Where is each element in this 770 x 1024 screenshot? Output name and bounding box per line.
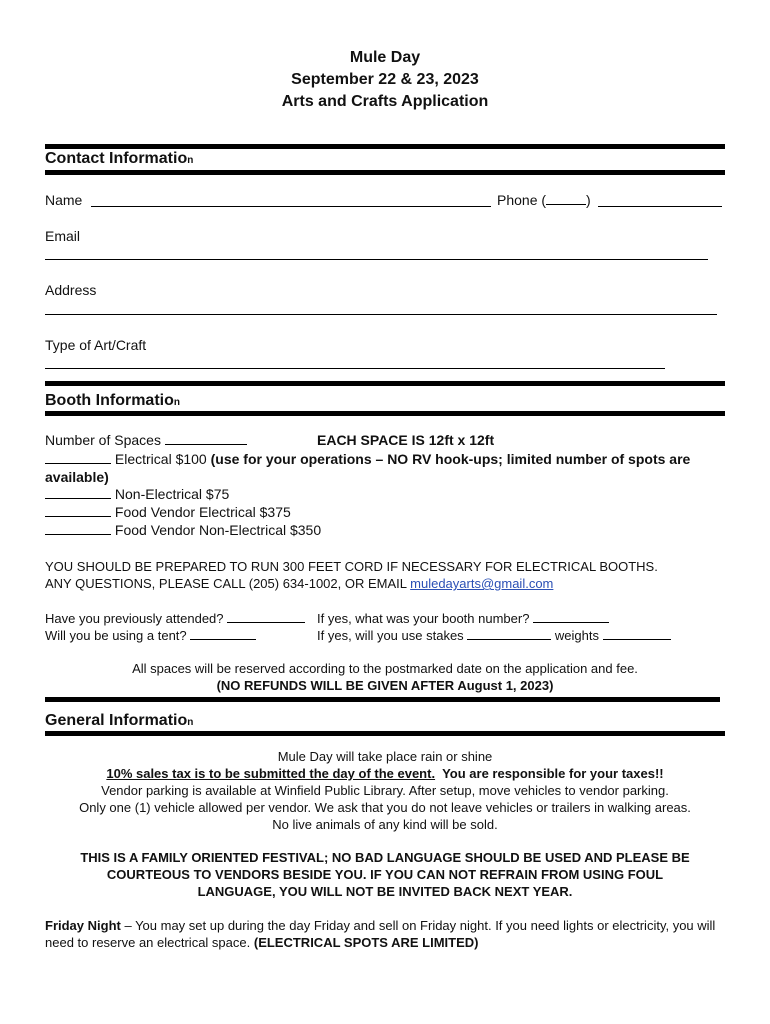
family-notice-line-3: LANGUAGE, YOU WILL NOT BE INVITED BACK NEXT YEAR. [197, 884, 573, 899]
option-food-electrical-field[interactable] [45, 504, 111, 517]
stakes-field[interactable] [467, 627, 551, 640]
parking-line: Vendor parking is available at Winfield Public Library. After setup, move vehicles to vendor parking. [101, 783, 669, 798]
section-rule-bottom [45, 170, 725, 175]
tax-line: 10% sales tax is to be submitted the day of the event. You are responsible for your taxes!! [106, 766, 664, 781]
type-of-craft-field[interactable] [45, 368, 665, 369]
attended-field[interactable] [227, 610, 305, 623]
tent-field[interactable] [190, 627, 256, 640]
title-line-1: Mule Day [349, 49, 421, 66]
title-line-3: Arts and Crafts Application [281, 93, 489, 110]
general-heading: General Information [45, 712, 194, 729]
title-line-2: September 22 & 23, 2023 [291, 71, 479, 88]
rain-line: Mule Day will take place rain or shine [277, 749, 493, 764]
section-rule-top [45, 381, 725, 386]
family-notice-line-1: THIS IS A FAMILY ORIENTED FESTIVAL; NO BAD LANGUAGE SHOULD BE USED AND PLEASE BE [80, 850, 690, 865]
email-field[interactable] [45, 259, 708, 260]
option-food-non-electrical: Food Vendor Non-Electrical $350 [45, 522, 321, 538]
refund-note: (NO REFUNDS WILL BE GIVEN AFTER August 1, 2023) [216, 678, 554, 693]
address-field[interactable] [45, 314, 717, 315]
contact-heading: Contact Information [45, 150, 194, 167]
phone-area-code-field[interactable] [546, 192, 586, 205]
name-field[interactable] [91, 206, 491, 207]
animals-line: No live animals of any kind will be sold. [272, 817, 498, 832]
stakes-question: If yes, will you use stakes weights [317, 627, 671, 643]
spaces-field[interactable] [165, 432, 247, 445]
email-link[interactable]: muledayarts@gmail.com [410, 576, 554, 591]
phone-label: Phone ( ) [497, 192, 591, 208]
section-rule-top [45, 697, 720, 702]
cord-notice: YOU SHOULD BE PREPARED TO RUN 300 FEET CORD IF NECESSARY FOR ELECTRICAL BOOTHS. [45, 559, 658, 574]
booth-heading: Booth Information [45, 392, 180, 409]
space-size-note: EACH SPACE IS 12ft x 12ft [317, 432, 495, 448]
questions-line: ANY QUESTIONS, PLEASE CALL (205) 634-1002, OR EMAIL muledayarts@gmail.com [45, 576, 554, 591]
family-notice-line-2: COURTEOUS TO VENDORS BESIDE YOU. IF YOU CAN NOT REFRAIN FROM USING FOUL [106, 867, 664, 882]
name-label: Name [45, 192, 83, 208]
booth-number-field[interactable] [533, 610, 609, 623]
weights-field[interactable] [603, 627, 671, 640]
spaces-label: Number of Spaces [45, 432, 247, 448]
option-non-electrical-field[interactable] [45, 486, 111, 499]
section-rule-bottom [45, 731, 725, 736]
tent-question: Will you be using a tent? [45, 627, 256, 643]
friday-night-note: Friday Night – You may set up during the day Friday and sell on Friday night. If you need lights or electricity, you will need to reserve an electrical space. (ELECTRICAL SPOTS ARE LIMITED) [45, 918, 716, 950]
section-rule-top [45, 144, 725, 149]
vehicle-line: Only one (1) vehicle allowed per vendor. We ask that you do not leave vehicles or trailers in walking areas. [79, 800, 691, 815]
option-food-electrical: Food Vendor Electrical $375 [45, 504, 291, 520]
attended-question: Have you previously attended? [45, 610, 305, 626]
email-label: Email [45, 228, 81, 244]
option-non-electrical: Non-Electrical $75 [45, 486, 229, 502]
booth-number-question: If yes, what was your booth number? [317, 610, 609, 626]
option-food-non-electrical-field[interactable] [45, 522, 111, 535]
section-rule-bottom [45, 411, 725, 416]
reserve-note: All spaces will be reserved according to the postmarked date on the application and fee. [132, 661, 638, 676]
phone-number-field[interactable] [598, 206, 722, 207]
option-electrical: Electrical $100 (use for your operations – NO RV hook-ups; limited number of spots are available) [45, 451, 691, 485]
address-label: Address [45, 282, 97, 298]
type-of-craft-label: Type of Art/Craft [45, 337, 147, 353]
option-electrical-field[interactable] [45, 451, 111, 464]
